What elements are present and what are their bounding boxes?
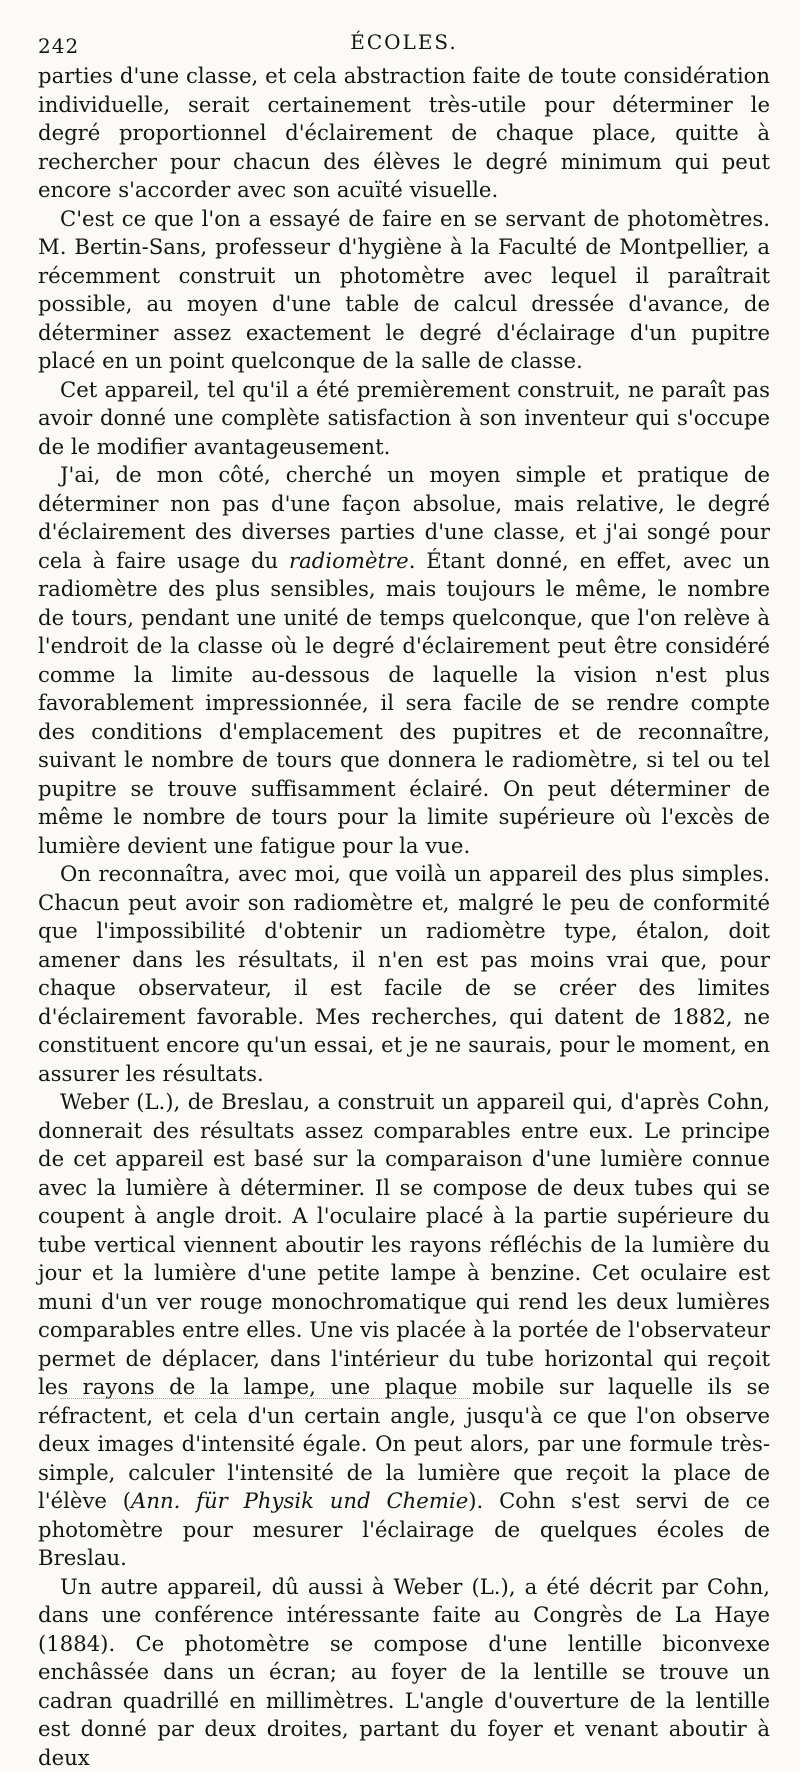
page-number: 242 <box>38 34 79 58</box>
text-run: ). Cohn s'est servi de ce photomètre pour mesurer l'éclairage de quelques écoles de Breslau. <box>38 1488 770 1570</box>
text-run: . Étant donné, en effet, avec un radiomètre des plus sensibles, mais toujours le même, le nombre de tours, pendant une unité de temps quelconque, que l'on relève à l'endroit de la classe où le degré d'éclairement peut être considéré comme la limite au-dessous de laquelle la vision n'est plus favorablement impressionnée, il sera facile de se rendre compte des conditions d'emplacement des pupitres et de reconnaître, suivant le nombre de tours que donnera le radiomètre, si tel ou tel pupitre se trouve suffisamment éclairé. On peut déterminer de même le nombre de tours pour la limite supérieure où l'excès de lumière devient une fatigue pour la vue. <box>38 548 770 858</box>
text-run: Un autre appareil, dû aussi à Weber (L.), a été décrit par Cohn, dans une conférence intéressante faite au Congrès de La Haye (1884). Ce photomètre se compose d'une lentille biconvexe enchâssée dans un écran; au foyer de la lentille se trouve un cadran quadrillé en millimètres. L'angle d'ouverture de la lentille est donné par deux droites, partant du foyer et venant aboutir à deux <box>38 1574 770 1770</box>
paragraph <box>38 1573 770 1772</box>
italic-text: Ann. für Physik und Chemie <box>131 1488 468 1513</box>
italic-text: radiomètre <box>289 548 409 573</box>
text-run: Cet appareil, tel qu'il a été premièrement construit, ne paraît pas avoir donné une complète satisfaction à son inventeur qui s'occupe de le modifier avantageusement. <box>38 377 770 459</box>
text-run: parties d'une classe, et cela abstraction faite de toute considération individuelle, serait certainement très-utile pour déterminer le degré proportionnel d'éclairement de chaque place, quitte à rechercher pour chacun des élèves le degré minimum qui peut encore s'accorder avec son acuïté visuelle. <box>38 63 770 202</box>
paragraph <box>38 205 770 376</box>
text-run: J'ai, de mon côté, cherché un moyen simple et pratique de déterminer non pas d'une façon absolue, mais relative, le degré d'éclairement des diverses parties d'une classe, et j'ai songé pour cela à faire usage du <box>38 462 770 573</box>
paragraph <box>38 860 770 1088</box>
paragraph <box>38 461 770 860</box>
footer-rule <box>60 1398 470 1399</box>
paragraph <box>38 1088 770 1573</box>
paragraph <box>38 376 770 462</box>
page-header <box>38 0 770 62</box>
body-text <box>38 62 770 1772</box>
paragraph <box>38 62 770 205</box>
text-run: On reconnaîtra, avec moi, que voilà un appareil des plus simples. Chacun peut avoir son radiomètre et, malgré le peu de conformité que l'impossibilité d'obtenir un radiomètre type, étalon, doit amener dans les résultats, il n'en est pas moins vrai que, pour chaque observateur, il est facile de se créer des limites d'éclairement favorable. Mes recherches, qui datent de 1882, ne constituent encore qu'un essai, et je ne saurais, pour le moment, en assurer les résultats. <box>38 861 770 1086</box>
text-run: C'est ce que l'on a essayé de faire en se servant de photomètres. M. Bertin-Sans, professeur d'hygiène à la Faculté de Montpellier, a récemment construit un photomètre avec lequel il paraîtrait possible, au moyen d'une table de calcul dressée d'avance, de déterminer assez exactement le degré d'éclairage d'un pupitre placé en un point quelconque de la salle de classe. <box>38 206 770 374</box>
text-run: Weber (L.), de Breslau, a construit un appareil qui, d'après Cohn, donnerait des résultats assez comparables entre eux. Le principe de cet appareil est basé sur la comparaison d'une lumière connue avec la lumière à déterminer. Il se compose de deux tubes qui se coupent à angle droit. A l'oculaire placé à la partie supérieure du tube vertical viennent aboutir les rayons réfléchis de la lumière du jour et la lumière d'une petite lampe à benzine. Cet oculaire est muni d'un ver rouge monochromatique qui rend les deux lumières comparables entre elles. Une vis placée à la portée de l'observateur permet de déplacer, dans l'intérieur du tube horizontal qui reçoit les rayons de la lampe, une plaque mobile sur laquelle ils se réfractent, et cela d'un certain angle, jusqu'à ce que l'on observe deux images d'intensité égale. On peut alors, par une formule très-simple, calculer l'intensité de la lumière que reçoit la place de l'élève ( <box>38 1089 770 1513</box>
running-head: ÉCOLES. <box>38 30 770 54</box>
